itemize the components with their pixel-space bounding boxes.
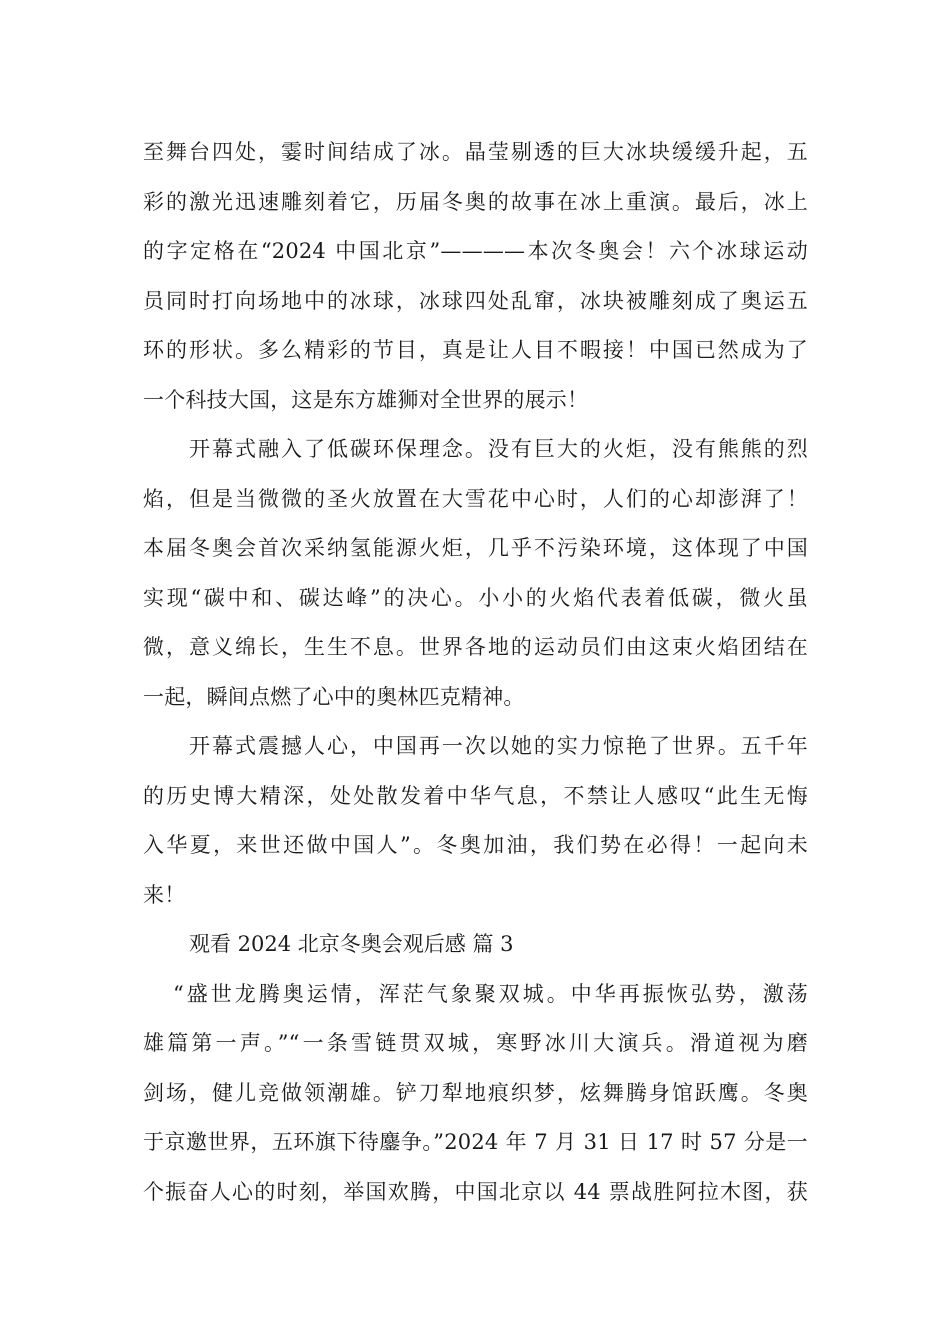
document-page bbox=[143, 128, 808, 1217]
paragraph-line: 雄篇第一声。”“一条雪链贯双城，寒野冰川大演兵。滑道视为磨 bbox=[143, 1031, 808, 1055]
paragraph-line: 焰，但是当微微的圣火放置在大雪花中心时，人们的心却澎湃了！ bbox=[143, 486, 808, 511]
paragraph-line: 于京邀世界，五环旗下待鏖争。”2024 年 7 月 31 日 17 时 57 分是一 bbox=[143, 1130, 808, 1154]
paragraph-line: 剑场，健儿竞做领潮雄。铲刀犁地痕织梦，炫舞腾身馆跃鹰。冬奥 bbox=[143, 1080, 808, 1105]
paragraph-1 bbox=[143, 128, 808, 425]
paragraph-line: 开幕式融入了低碳环保理念。没有巨大的火炬，没有熊熊的烈 bbox=[189, 437, 808, 461]
section-title: 观看 2024 北京冬奥会观后感 篇 3 bbox=[189, 932, 514, 956]
paragraph-line: 本届冬奥会首次采纳氢能源火炬，几乎不污染环境，这体现了中国 bbox=[143, 536, 808, 560]
paragraph-2 bbox=[143, 425, 808, 722]
paragraph-4 bbox=[143, 970, 808, 1218]
paragraph-3 bbox=[143, 722, 808, 920]
paragraph-line: 彩的激光迅速雕刻着它，历届冬奥的故事在冰上重演。最后，冰上 bbox=[143, 189, 808, 214]
paragraph-line: 来！ bbox=[143, 882, 186, 907]
paragraph-line: 一个科技大国，这是东方雄狮对全世界的展示！ bbox=[143, 387, 589, 412]
paragraph-line: 个振奋人心的时刻，举国欢腾，中国北京以 44 票战胜阿拉木图，获 bbox=[143, 1179, 808, 1204]
paragraph-line: “盛世龙腾奥运情，浑茫气象聚双城。中华再振恢弘势，激荡 bbox=[173, 981, 808, 1006]
paragraph-line: 环的形状。多么精彩的节目，真是让人目不暇接！中国已然成为了 bbox=[143, 338, 808, 362]
paragraph-line: 的历史博大精深，处处散发着中华气息，不禁让人感叹“此生无悔 bbox=[143, 783, 808, 808]
paragraph-line: 至舞台四处，霎时间结成了冰。晶莹剔透的巨大冰块缓缓升起，五 bbox=[143, 140, 808, 164]
paragraph-line: 开幕式震撼人心，中国再一次以她的实力惊艳了世界。五千年 bbox=[189, 734, 808, 758]
paragraph-line: 入华夏，来世还做中国人”。冬奥加油，我们势在必得！一起向未 bbox=[143, 833, 808, 857]
paragraph-line: 一起，瞬间点燃了心中的奥林匹克精神。 bbox=[143, 684, 525, 709]
paragraph-line: 实现“碳中和、碳达峰”的决心。小小的火焰代表着低碳，微火虽 bbox=[143, 585, 808, 610]
paragraph-line: 员同时打向场地中的冰球，冰球四处乱窜，冰块被雕刻成了奥运五 bbox=[143, 288, 808, 313]
paragraph-line: 的字定格在“2024 中国北京”————本次冬奥会！六个冰球运动 bbox=[143, 239, 808, 263]
paragraph-line: 微，意义绵长，生生不息。世界各地的运动员们由这束火焰团结在 bbox=[143, 635, 808, 659]
